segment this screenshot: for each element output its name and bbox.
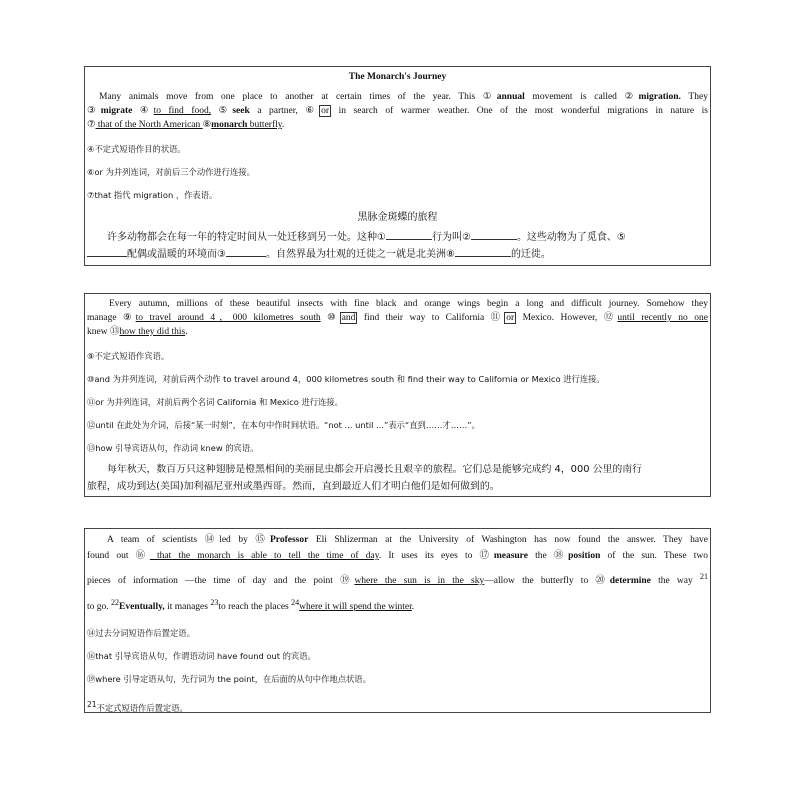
circled-number: 21	[87, 700, 97, 710]
text: movement is called	[524, 92, 625, 102]
text: in search of warmer weather. One of the most wonderful migrations in nature is	[331, 106, 708, 116]
marker: ⑨	[123, 313, 136, 323]
marker: ④	[132, 106, 154, 116]
marker: ⑲	[340, 576, 355, 587]
blank	[455, 246, 511, 257]
grammar-note: ⑬how 引导宾语从句，作动词 knew 的宾语。	[87, 443, 259, 453]
grammar-note: ⑦that 指代 migration ，作表语。	[87, 190, 218, 200]
passage-box-3	[84, 528, 711, 713]
keyword: annual	[496, 92, 525, 102]
marker: ⑰	[479, 551, 494, 561]
boxed-word: or	[321, 106, 330, 116]
blank	[226, 246, 266, 257]
text: . It uses its eyes to	[378, 551, 480, 561]
chinese-title: 黑脉金斑蝶的旅程	[357, 212, 438, 223]
keyword: migration.	[638, 92, 681, 102]
keyword: measure	[493, 551, 528, 561]
marker: ⑤	[211, 106, 233, 116]
circled-number: 22	[111, 598, 120, 608]
text: 不定式短语作后置定语。	[96, 703, 188, 714]
passage-box-2	[84, 293, 711, 497]
grammar-note: ⑫until 在此处为介词，后接“某一时刻”，在本句中作时间状语。“not ... until ...”表示“直到……才……”。	[87, 420, 480, 430]
grammar-note	[87, 698, 708, 715]
text: the	[527, 551, 554, 561]
blank	[386, 229, 432, 240]
marker: ⑱	[553, 551, 569, 561]
keyword: Professor	[269, 535, 309, 545]
english-line	[87, 90, 708, 104]
text: manage	[87, 313, 123, 323]
keyword: determine	[609, 576, 651, 587]
english-line	[87, 548, 708, 564]
circled-number: 24	[291, 598, 300, 608]
marker: ⑧	[202, 120, 212, 130]
grammar-note: ⑯that 引导宾语从句，作谓语动词 have found out 的宾语。	[87, 651, 316, 662]
circled-number: 21	[699, 572, 708, 581]
chinese-line: 每年秋天，数百万只这种翅膀是橙黑相间的美丽昆虫都会开启漫长且艰辛的旅程。它们总是能够完成约 4，000 公里的南行	[107, 464, 643, 475]
text: .	[281, 120, 285, 130]
english-line	[87, 311, 708, 325]
underlined-phrase: where it will spend the winter	[299, 602, 412, 613]
underlined-phrase: until recently no one	[617, 313, 708, 323]
grammar-note: ④不定式短语作目的状语。	[87, 144, 186, 154]
text: to go.	[87, 602, 112, 613]
chinese-line: 旅程，成功到达(美国)加利福尼亚州或墨西哥。然而，直到最近人们才明白他们是如何做到的。	[87, 481, 500, 492]
keyword: position	[568, 551, 601, 561]
marker: ⑬	[109, 327, 120, 337]
english-line	[87, 325, 708, 339]
passage-box-1	[84, 66, 711, 266]
text: the way	[650, 576, 700, 587]
text: A team of scientists	[107, 535, 205, 545]
marker: ⑦	[87, 120, 96, 130]
keyword: monarch	[211, 120, 248, 130]
marker: ③	[87, 106, 101, 116]
english-line	[87, 592, 708, 618]
text: butterfly	[247, 120, 282, 130]
blank	[87, 246, 127, 257]
marker: ②	[624, 92, 639, 102]
marker: ⑫	[603, 313, 618, 323]
text: 行为叫②	[431, 232, 471, 243]
text: They	[680, 92, 708, 102]
underlined-phrase: that the monarch is able to tell the time of day	[149, 551, 379, 561]
grammar-note: ⑪or 为并列连词，对前后两个名词 California 和 Mexico 进行连接。	[87, 397, 343, 407]
passage-title: The Monarch's Journey	[348, 72, 447, 82]
underlined-phrase: where the sun is in the sky	[354, 576, 485, 587]
keyword: migrate	[100, 106, 133, 116]
keyword: seek	[232, 106, 250, 116]
marker: ⑩	[320, 313, 340, 323]
text: —allow the butterfly to	[484, 576, 596, 587]
boxed-word: or	[506, 313, 515, 323]
text: knew	[87, 327, 110, 337]
english-line	[87, 532, 708, 548]
text: a partner,	[249, 106, 306, 116]
marker: ⑯	[135, 551, 150, 561]
marker: ①	[482, 92, 497, 102]
marker: ⑪	[490, 313, 505, 323]
english-line	[87, 104, 708, 118]
text: to reach the places	[218, 602, 292, 613]
underlined-phrase: to travel around 4，000 kilometres south	[135, 313, 321, 323]
text: .	[185, 327, 188, 337]
marker: ⑳	[595, 576, 610, 587]
grammar-note: ⑭过去分词短语作后置定语。	[87, 628, 195, 639]
text: of the sun. These two	[600, 551, 708, 561]
text: 配偶或温暖的环境而③	[127, 249, 226, 260]
underlined-phrase: how they did this	[119, 327, 186, 337]
english-line: Every autumn, millions of these beautiful insects with fine black and orange wings begin a long and difficult journey. Somehow they	[109, 299, 708, 309]
text: Eli Shlizerman at the University of Washington has now found the answer. They have	[308, 535, 708, 545]
text: .	[411, 602, 415, 613]
text: 的迁徙。	[510, 249, 551, 260]
marker: ⑥	[305, 106, 320, 116]
marker: ⑭	[204, 535, 220, 545]
text: 。自然界最为壮观的迁徙之一就是北美洲⑧	[265, 249, 455, 260]
circled-number: 23	[210, 598, 219, 608]
text: led by	[219, 535, 256, 545]
text: find their way to California	[357, 313, 491, 323]
text: it manages	[164, 602, 211, 613]
text: 。这些动物为了觅食、⑤	[516, 232, 626, 243]
boxed-word: and	[341, 313, 356, 323]
chinese-line	[87, 246, 708, 263]
english-line	[87, 118, 708, 132]
grammar-note: ⑨不定式短语作宾语。	[87, 351, 170, 361]
text: Mexico. However,	[516, 313, 604, 323]
grammar-note: ⑥or 为并列连词，对前后三个动作进行连接。	[87, 167, 255, 177]
keyword: Eventually,	[119, 602, 165, 613]
text: found out	[87, 551, 136, 561]
blank	[471, 229, 517, 240]
grammar-note: ⑩and 为并列连词，对前后两个动作 to travel around 4，000 kilometres south 和 find their way to California or Mexico 进行连接。	[87, 374, 605, 384]
underlined-phrase: to find food,	[153, 106, 212, 116]
text: pieces of information —the time of day and the point	[87, 576, 341, 587]
underlined-phrase: that of the North American	[95, 120, 203, 130]
english-line	[87, 566, 708, 592]
text: Many animals move from one place to another at certain times of the year. This	[99, 92, 483, 102]
grammar-note: ⑲where 引导定语从句，先行词为 the point，在后面的从句中作地点状语。	[87, 674, 371, 685]
chinese-line	[87, 229, 708, 246]
text: 许多动物都会在每一年的特定时间从一处迁移到另一处。这种①	[107, 232, 386, 243]
marker: ⑮	[255, 535, 270, 545]
